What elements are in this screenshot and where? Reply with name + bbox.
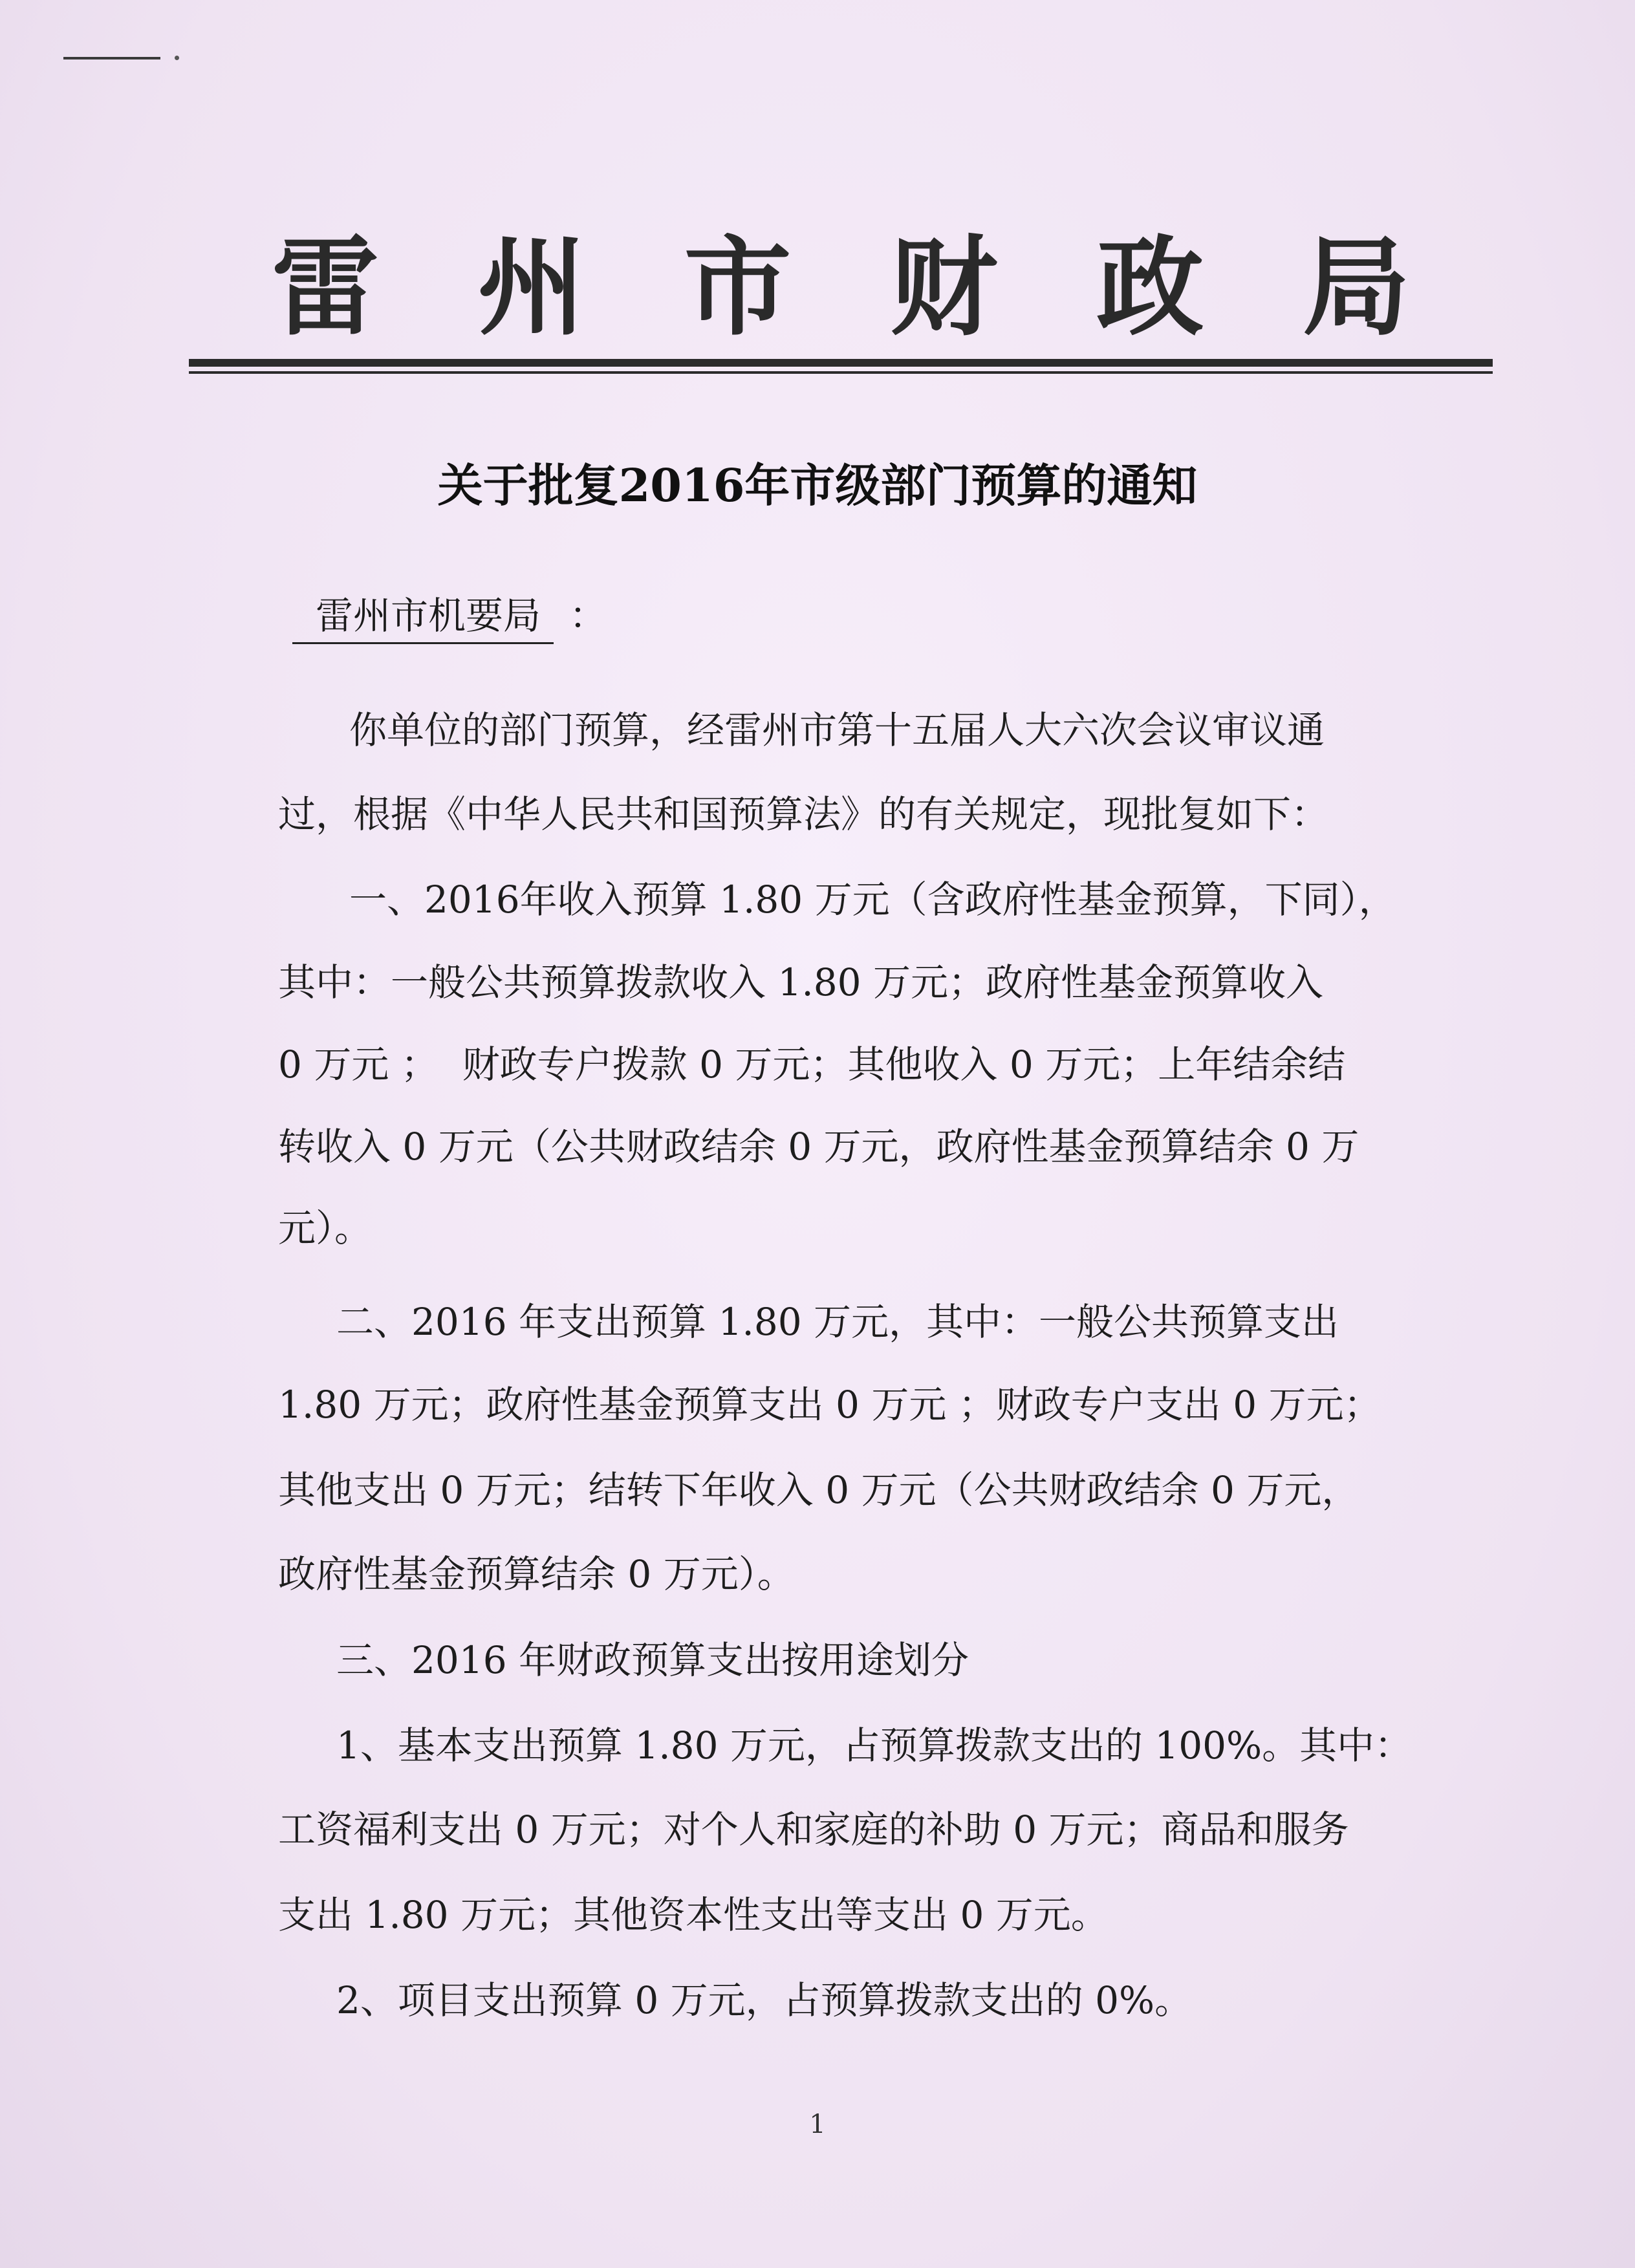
body-line: 支出 1.80 万元；其他资本性支出等支出 0 万元。 bbox=[278, 1893, 1109, 1937]
recipient-colon: ： bbox=[569, 594, 607, 638]
recipient-name: 雷州市机要局 bbox=[292, 585, 554, 644]
body-line: 二、2016 年支出预算 1.80 万元，其中：一般公共预算支出 bbox=[336, 1300, 1339, 1344]
body-line: 其中：一般公共预算拨款收入 1.80 万元；政府性基金预算收入 bbox=[278, 960, 1324, 1004]
letterhead-title bbox=[272, 223, 1410, 352]
letterhead-char: 州 bbox=[477, 224, 585, 351]
body-line: 工资福利支出 0 万元；对个人和家庭的补助 0 万元；商品和服务 bbox=[278, 1808, 1349, 1852]
body-line: 2、项目支出预算 0 万元，占预算拨款支出的 0%。 bbox=[336, 1978, 1193, 2022]
body-line: 一、2016年收入预算 1.80 万元（含政府性基金预算，下同）， bbox=[349, 878, 1396, 922]
body-line: 元）。 bbox=[278, 1206, 373, 1250]
body-line: 三、2016 年财政预算支出按用途划分 bbox=[336, 1638, 969, 1682]
letterhead-char: 雷 bbox=[272, 224, 379, 351]
body-line: 转收入 0 万元（公共财政结余 0 万元，政府性基金预算结余 0 万 bbox=[278, 1125, 1359, 1169]
letterhead-rule-thick bbox=[189, 359, 1493, 367]
letterhead-rule-thin bbox=[189, 371, 1493, 374]
body-line: 0 万元 ； 财政专户拨款 0 万元；其他收入 0 万元；上年结余结 bbox=[278, 1042, 1346, 1086]
recipient-line bbox=[292, 585, 607, 644]
body-line: 过，根据《中华人民共和国预算法》的有关规定，现批复如下： bbox=[278, 792, 1329, 836]
body-line: 你单位的部门预算，经雷州市第十五届人大六次会议审议通 bbox=[349, 708, 1325, 752]
body-line: 其他支出 0 万元；结转下年收入 0 万元（公共财政结余 0 万元， bbox=[278, 1468, 1359, 1512]
letterhead-char: 政 bbox=[1096, 224, 1204, 351]
body-line: 政府性基金预算结余 0 万元）。 bbox=[278, 1552, 795, 1596]
staple-mark bbox=[63, 56, 173, 61]
page-number: 1 bbox=[809, 2110, 826, 2139]
letterhead-char: 市 bbox=[684, 224, 792, 351]
staple-bar bbox=[63, 57, 160, 59]
letterhead-char: 财 bbox=[890, 224, 998, 351]
staple-dot bbox=[175, 56, 179, 60]
body-line: 1、基本支出预算 1.80 万元，占预算拨款支出的 100%。其中： bbox=[336, 1723, 1413, 1767]
document-title: 关于批复2016年市级部门预算的通知 bbox=[437, 459, 1198, 512]
letterhead-char: 局 bbox=[1302, 224, 1410, 351]
body-line: 1.80 万元；政府性基金预算支出 0 万元 ；财政专户支出 0 万元； bbox=[278, 1383, 1381, 1427]
